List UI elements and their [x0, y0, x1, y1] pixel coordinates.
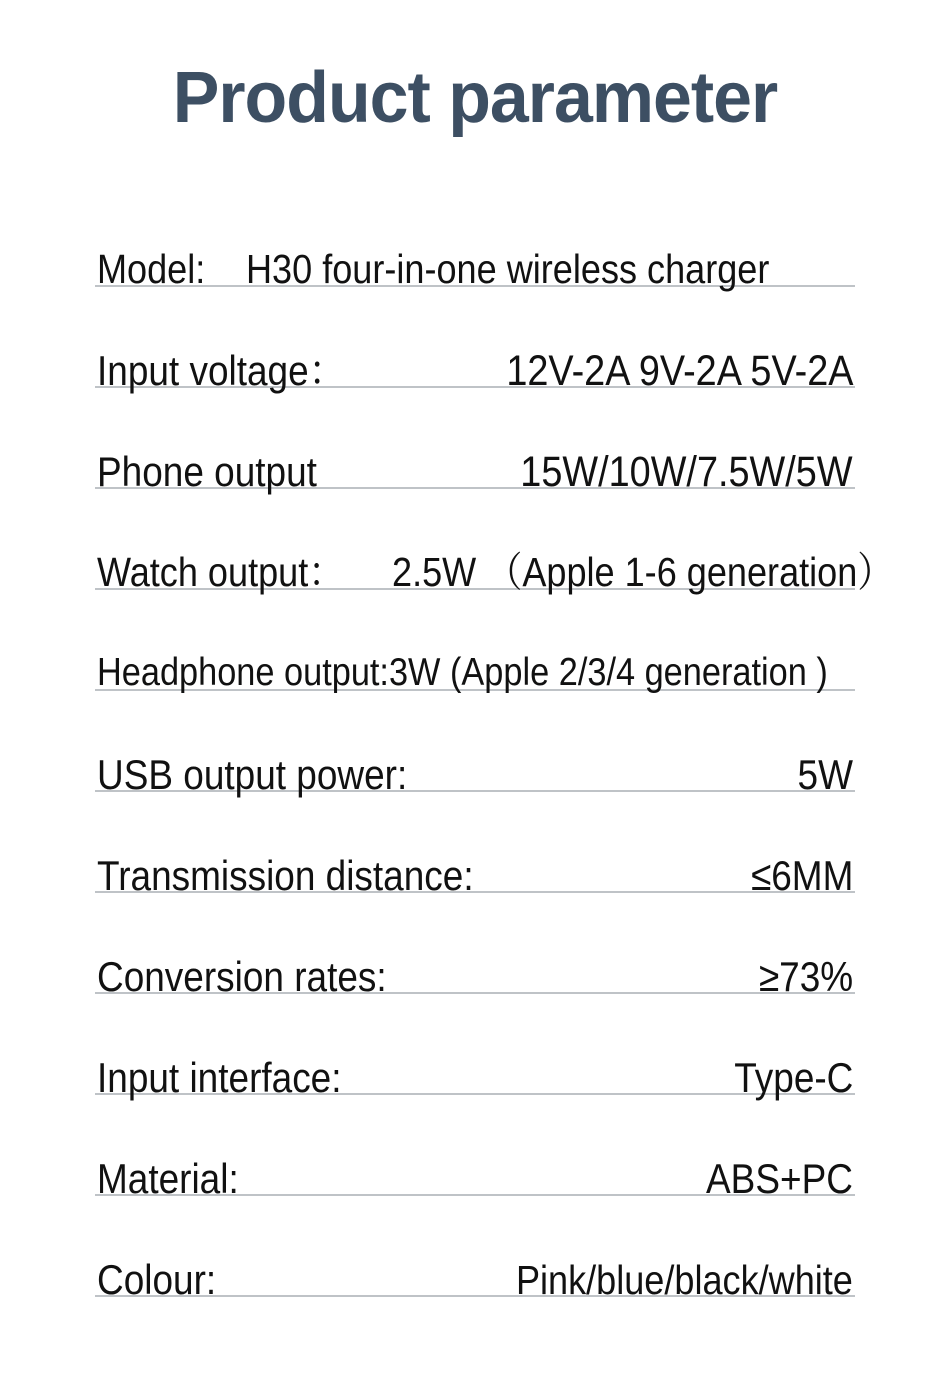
spec-label: Material: [97, 1155, 239, 1202]
table-row [95, 792, 855, 899]
spec-value: ≥73% [758, 953, 853, 1000]
spec-value: 2.5W （Apple 1-6 generation） [392, 549, 894, 595]
spec-label: Phone output [97, 448, 317, 495]
table-row [95, 893, 855, 1000]
table-row [95, 691, 855, 798]
spec-label: Headphone output:3W (Apple 2/3/4 generation ) [97, 651, 828, 694]
spec-label: USB output power: [97, 751, 408, 798]
table-row [95, 489, 894, 595]
spec-label: Transmission distance: [97, 852, 474, 899]
spec-value: 15W/10W/7.5W/5W [520, 448, 853, 496]
spec-value: ≤6MM [750, 852, 853, 899]
table-row [95, 1196, 855, 1303]
spec-value: 5W [797, 751, 853, 798]
spec-value: Pink/blue/black/white [516, 1257, 853, 1303]
spec-label: Model: [97, 246, 206, 292]
spec-label: Conversion rates: [97, 953, 387, 1000]
spec-label: Watch output： [97, 549, 345, 595]
table-row [95, 186, 855, 292]
spec-value: H30 four-in-one wireless charger [246, 246, 770, 292]
table-row [95, 1095, 855, 1202]
spec-label: Input interface: [97, 1054, 342, 1101]
specification-table [95, 186, 894, 1303]
spec-label: Input voltage： [97, 347, 346, 394]
table-row [95, 994, 855, 1101]
spec-label: Colour: [97, 1256, 217, 1303]
table-row [95, 388, 855, 496]
spec-value: ABS+PC [706, 1155, 853, 1202]
spec-value: Type-C [733, 1054, 853, 1101]
table-row [95, 590, 855, 694]
table-row [95, 287, 855, 395]
spec-value: 12V-2A 9V-2A 5V-2A [505, 347, 853, 395]
page-title: Product parameter [172, 58, 778, 138]
